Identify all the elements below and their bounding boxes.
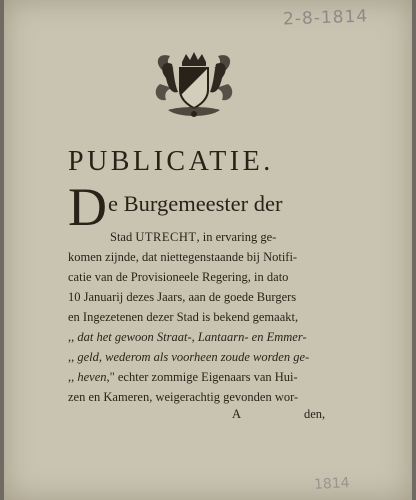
text-line: ,, geld, wederom als voorheen zoude worden ge-: [68, 350, 310, 364]
page-title: PUBLICATIE.: [68, 146, 274, 177]
text-line: zen en Kameren, weigerachtig gevonden wor-: [68, 390, 299, 404]
catchword: den,: [304, 407, 326, 421]
coat-of-arms-icon: [152, 48, 236, 122]
text-line: ,, dat het gewoon Straat-, Lantaarn- en Emmer-: [68, 330, 307, 344]
text-line: komen zijnde, dat niettegenstaande bij Notifi-: [68, 250, 298, 264]
heading-text: e Burgemeester der: [108, 191, 283, 216]
drop-cap: D: [68, 177, 107, 237]
handwritten-date-annotation: 2-8-1814: [282, 6, 369, 30]
text-line: en Ingezetenen dezer Stad is bekend gemaakt,: [68, 310, 299, 324]
text-line: 10 Januarij dezes Jaars, aan de goede Burgers: [68, 290, 297, 304]
document-page: [4, 0, 412, 500]
handwritten-year-annotation: 1814: [313, 475, 351, 493]
text-line: ,, heven," echter zommige Eigenaars van Hui-: [68, 370, 298, 384]
signature-mark: A: [232, 407, 242, 421]
text-line: catie van de Provisioneele Regering, in dato: [68, 270, 289, 284]
text-line: Stad UTRECHT, in ervaring ge-: [110, 230, 277, 244]
